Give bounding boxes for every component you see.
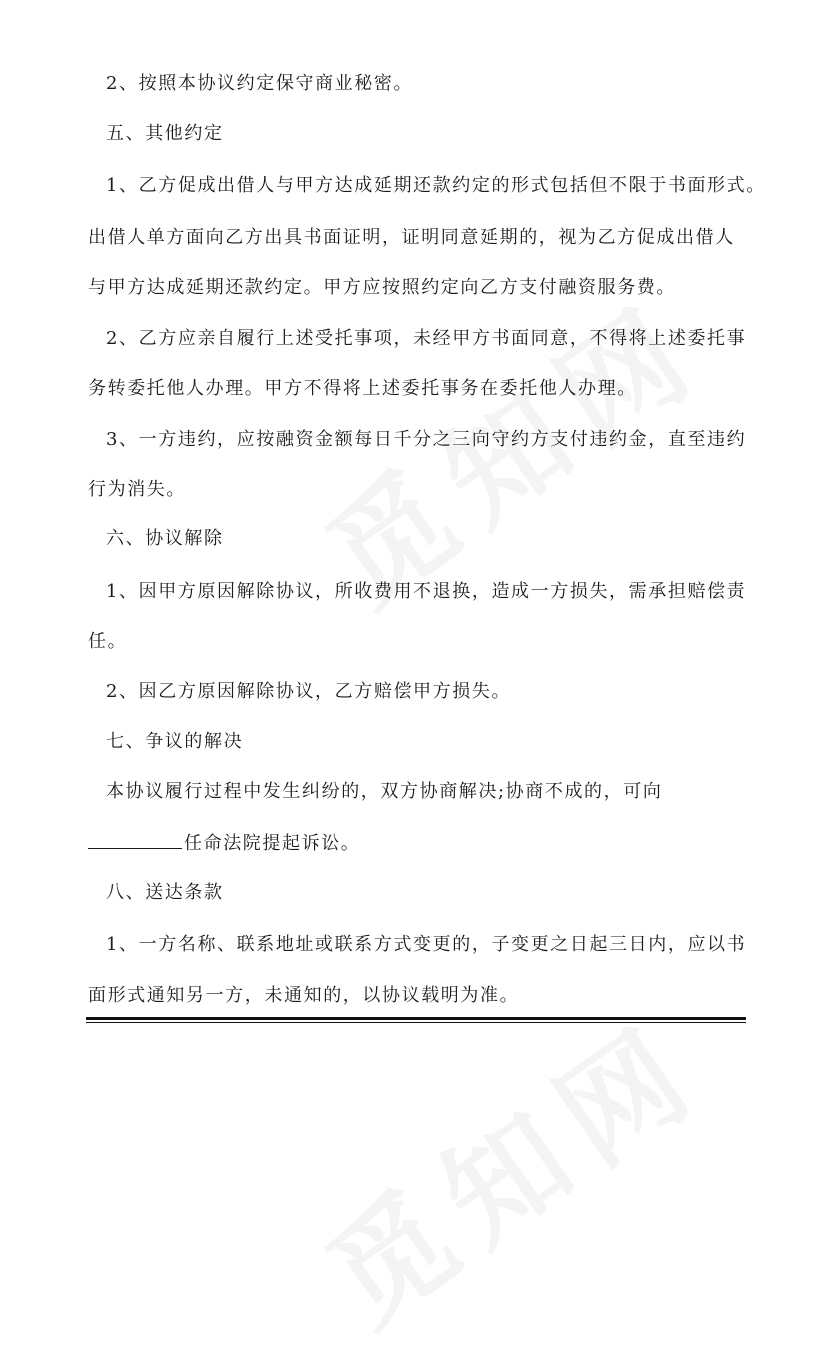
watermark-bottom [289, 975, 732, 1357]
clause-5-2-line-1: 2、乙方应亲自履行上述受托事项，未经甲方书面同意，不得将上述委托事 [106, 328, 747, 349]
clause-5-3-line-1: 3、一方违约，应按融资金额每日千分之三向守约方支付违约金，直至违约 [106, 429, 747, 450]
section-heading-5: 五、其他约定 [106, 123, 224, 144]
footer-rule-thin [86, 1022, 746, 1023]
clause-7-line-2-text: 任命法院提起诉讼。 [184, 833, 361, 854]
clause-7-line-1: 本协议履行过程中发生纠纷的，双方协商解决;协商不成的，可向 [106, 781, 663, 802]
section-heading-7: 七、争议的解决 [106, 731, 244, 752]
clause-5-1-line-2: 出借人单方面向乙方出具书面证明，证明同意延期的，视为乙方促成出借人 [88, 227, 735, 248]
clause-6-2: 2、因乙方原因解除协议，乙方赔偿甲方损失。 [106, 681, 512, 702]
clause-8-1-line-2: 面形式通知另一方，未通知的，以协议载明为准。 [88, 985, 520, 1006]
section-heading-6: 六、协议解除 [106, 528, 224, 549]
clause-5-2-line-2: 务转委托他人办理。甲方不得将上述委托事务在委托他人办理。 [88, 378, 637, 399]
clause-6-1-line-1: 1、因甲方原因解除协议，所收费用不退换，造成一方损失，需承担赔偿责 [106, 581, 747, 602]
clause-5-1-line-3: 与甲方达成延期还款约定。甲方应按照约定向乙方支付融资服务费。 [88, 277, 676, 298]
clause-6-1-line-2: 任。 [88, 631, 128, 652]
footer-rule-thick [86, 1017, 746, 1020]
clause-8-1-line-1: 1、一方名称、联系地址或联系方式变更的，子变更之日起三日内，应以书 [106, 934, 747, 955]
section-heading-8: 八、送达条款 [106, 882, 224, 903]
clause-5-3-line-2: 行为消失。 [88, 479, 186, 500]
court-name-blank [88, 830, 182, 849]
clause-5-1-line-1: 1、乙方促成出借人与甲方达成延期还款约定的形式包括但不限于书面形式。 [106, 175, 766, 196]
clause-7-line-2 [88, 830, 750, 857]
clause-4-2: 2、按照本协议约定保守商业秘密。 [106, 73, 414, 94]
